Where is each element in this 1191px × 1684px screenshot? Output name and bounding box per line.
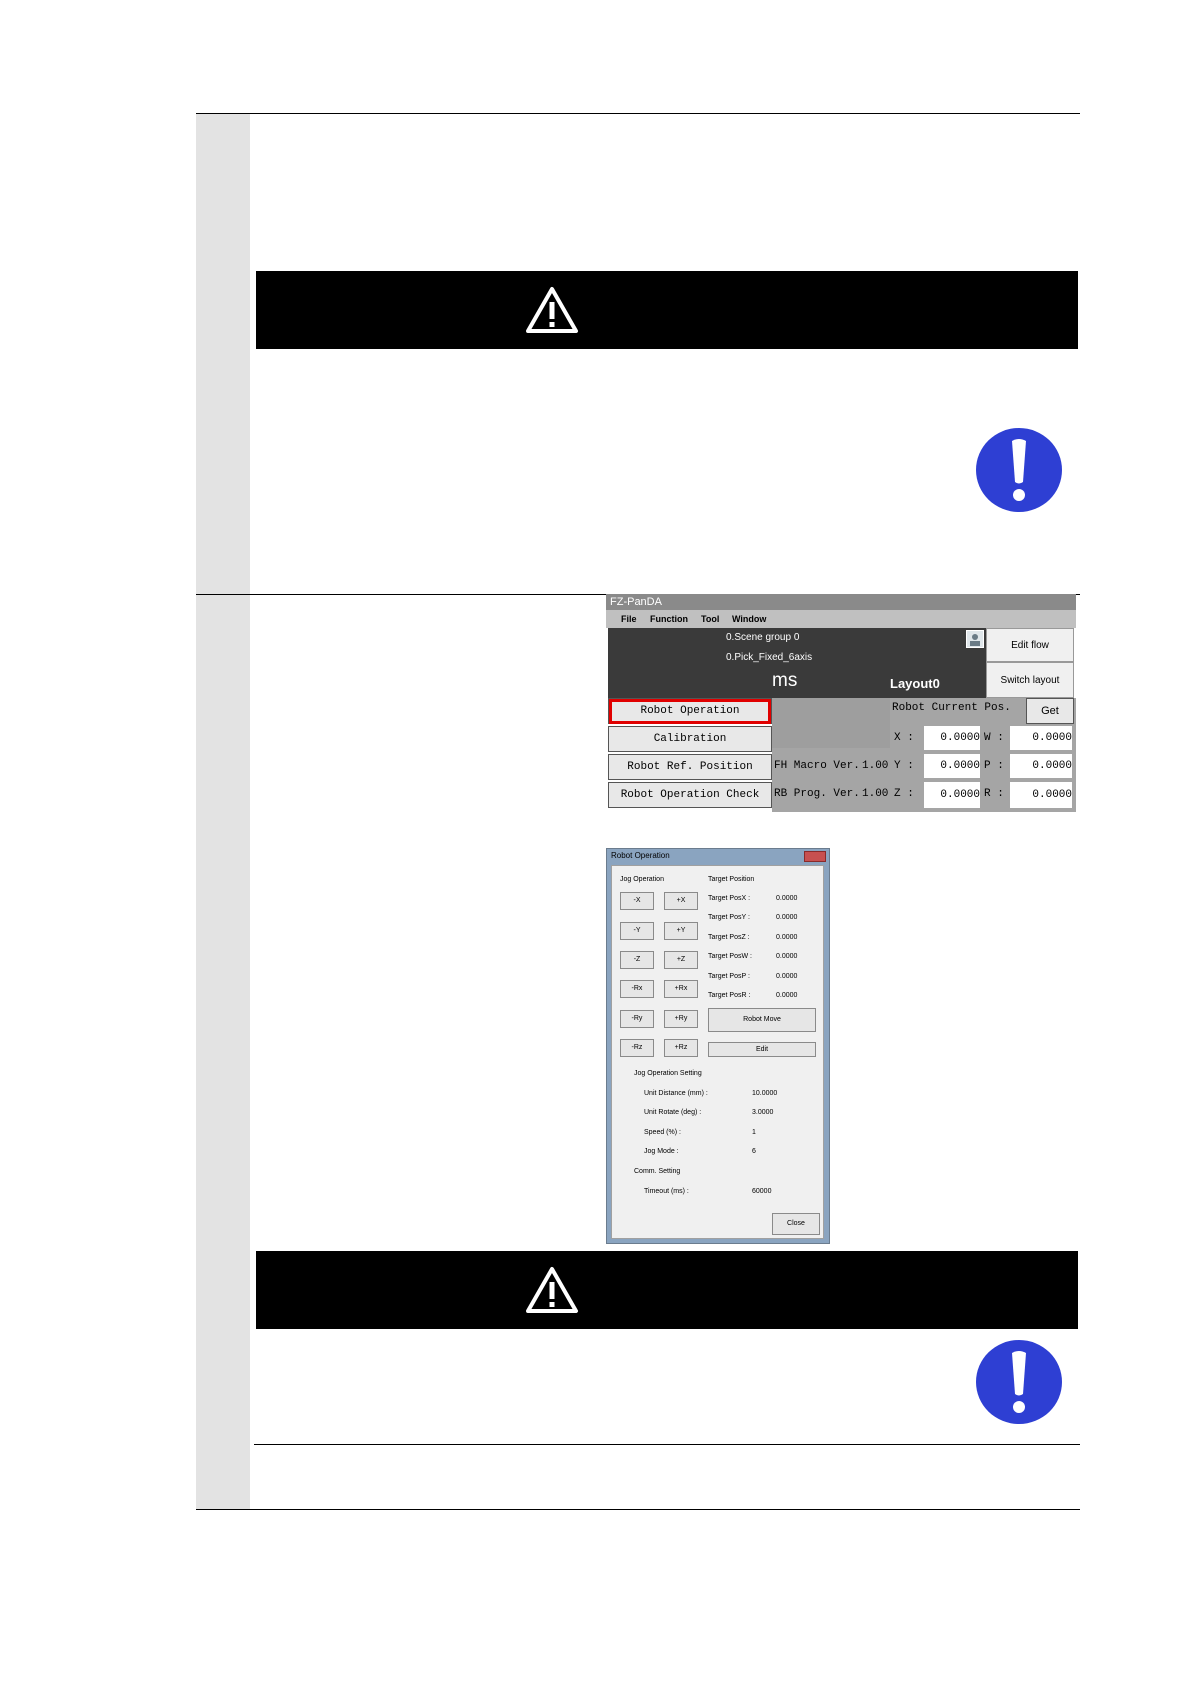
robot-operation-button[interactable]: Robot Operation xyxy=(608,698,772,724)
unit-rotate-value: 3.0000 xyxy=(752,1109,774,1116)
target-posp-value: 0.0000 xyxy=(776,973,798,980)
coord-label-x: X : xyxy=(894,732,914,744)
coord-value-w: 0.0000 xyxy=(1010,726,1072,750)
target-posp-label: Target PosP : xyxy=(708,973,750,980)
target-posx-value: 0.0000 xyxy=(776,895,798,902)
fh-macro-label: FH Macro Ver. xyxy=(774,760,860,772)
scene-label: 0.Pick_Fixed_6axis xyxy=(726,652,813,663)
highlight-box xyxy=(609,699,771,724)
jog-minus-rx-button[interactable]: -Rx xyxy=(620,980,654,998)
info-blank xyxy=(772,698,890,748)
dialog-title: Robot Operation xyxy=(611,851,670,860)
timeout-value: 60000 xyxy=(752,1188,772,1195)
fh-macro-value: 1.00 xyxy=(862,760,889,772)
panda-title: FZ-PanDA xyxy=(606,594,1076,610)
jog-minus-rz-button[interactable]: -Rz xyxy=(620,1039,654,1057)
robot-ref-position-button[interactable]: Robot Ref. Position xyxy=(608,754,772,780)
target-posw-value: 0.0000 xyxy=(776,953,798,960)
jog-plus-x-button[interactable]: +X xyxy=(664,892,698,910)
coord-value-r: 0.0000 xyxy=(1010,782,1072,808)
unit-label: ms xyxy=(772,670,798,691)
target-posy-label: Target PosY : xyxy=(708,914,750,921)
coord-label-z: Z : xyxy=(894,788,914,800)
edit-button[interactable]: Edit xyxy=(708,1042,816,1057)
speed-value: 1 xyxy=(752,1129,756,1136)
panda-menubar xyxy=(606,610,1076,628)
menu-window[interactable]: Window xyxy=(732,614,767,624)
jog-plus-rx-button[interactable]: +Rx xyxy=(664,980,698,998)
menu-function[interactable]: Function xyxy=(650,614,688,624)
exclamation-circle-icon xyxy=(975,1339,1063,1425)
jog-operation-label: Jog Operation xyxy=(620,876,664,883)
rb-prog-label: RB Prog. Ver. xyxy=(774,788,860,800)
robot-operation-dialog xyxy=(606,848,830,1244)
target-posr-value: 0.0000 xyxy=(776,992,798,999)
menu-tool[interactable]: Tool xyxy=(701,614,720,624)
jog-plus-y-button[interactable]: +Y xyxy=(664,922,698,940)
unit-distance-value: 10.0000 xyxy=(752,1090,778,1097)
exclamation-circle-icon xyxy=(975,427,1063,513)
target-posz-value: 0.0000 xyxy=(776,934,798,941)
robot-current-pos-label: Robot Current Pos. xyxy=(892,702,1011,714)
target-posy-value: 0.0000 xyxy=(776,914,798,921)
jog-minus-ry-button[interactable]: -Ry xyxy=(620,1010,654,1028)
coord-label-r: R : xyxy=(984,788,1004,800)
jog-plus-ry-button[interactable]: +Ry xyxy=(664,1010,698,1028)
step-column-1 xyxy=(196,114,250,594)
coord-label-y: Y : xyxy=(894,760,914,772)
step-column-2 xyxy=(196,595,250,1509)
caution-bar-2 xyxy=(256,1251,1078,1329)
jog-mode-value: 6 xyxy=(752,1148,756,1155)
unit-distance-label: Unit Distance (mm) : xyxy=(644,1090,708,1097)
jog-plus-z-button[interactable]: +Z xyxy=(664,951,698,969)
target-posz-label: Target PosZ : xyxy=(708,934,750,941)
layout-label: Layout0 xyxy=(890,676,940,691)
edit-flow-button[interactable]: Edit flow xyxy=(986,628,1074,662)
get-button[interactable]: Get xyxy=(1026,698,1074,724)
coord-value-p: 0.0000 xyxy=(1010,754,1072,778)
menu-file[interactable]: File xyxy=(621,614,637,624)
jog-setting-label: Jog Operation Setting xyxy=(634,1070,702,1077)
comm-setting-label: Comm. Setting xyxy=(634,1168,681,1175)
target-position-label: Target Position xyxy=(708,876,755,883)
unit-rotate-label: Unit Rotate (deg) : xyxy=(644,1109,702,1116)
calibration-button[interactable]: Calibration xyxy=(608,726,772,752)
warning-triangle-icon xyxy=(525,286,579,334)
robot-move-button[interactable]: Robot Move xyxy=(708,1008,816,1032)
dialog-close-icon[interactable] xyxy=(804,851,826,862)
coord-value-y: 0.0000 xyxy=(924,754,980,778)
caution-bar xyxy=(256,271,1078,349)
scene-group-label: 0.Scene group 0 xyxy=(726,632,800,643)
coord-label-p: P : xyxy=(984,760,1004,772)
target-posr-label: Target PosR : xyxy=(708,992,751,999)
jog-minus-z-button[interactable]: -Z xyxy=(620,951,654,969)
switch-layout-button[interactable]: Switch layout xyxy=(986,662,1074,698)
precaution-divider xyxy=(254,1444,1080,1445)
status-panel xyxy=(608,628,986,698)
jog-minus-y-button[interactable]: -Y xyxy=(620,922,654,940)
jog-minus-x-button[interactable]: -X xyxy=(620,892,654,910)
coord-value-z: 0.0000 xyxy=(924,782,980,808)
warning-triangle-icon xyxy=(525,1266,579,1314)
coord-label-w: W : xyxy=(984,732,1004,744)
rb-prog-value: 1.00 xyxy=(862,788,889,800)
robot-operation-check-button[interactable]: Robot Operation Check xyxy=(608,782,772,808)
target-posx-label: Target PosX : xyxy=(708,895,751,902)
table-bottom-border xyxy=(196,1509,1080,1510)
coord-value-x: 0.0000 xyxy=(924,726,980,750)
user-icon[interactable] xyxy=(966,630,984,648)
target-posw-label: Target PosW : xyxy=(708,953,752,960)
fz-panda-screenshot xyxy=(606,594,1076,812)
dialog-body xyxy=(611,865,824,1239)
jog-mode-label: Jog Mode : xyxy=(644,1148,679,1155)
timeout-label: Timeout (ms) : xyxy=(644,1188,689,1195)
speed-label: Speed (%) : xyxy=(644,1129,681,1136)
table-top-border xyxy=(196,113,1080,114)
close-button[interactable]: Close xyxy=(772,1213,820,1235)
jog-plus-rz-button[interactable]: +Rz xyxy=(664,1039,698,1057)
